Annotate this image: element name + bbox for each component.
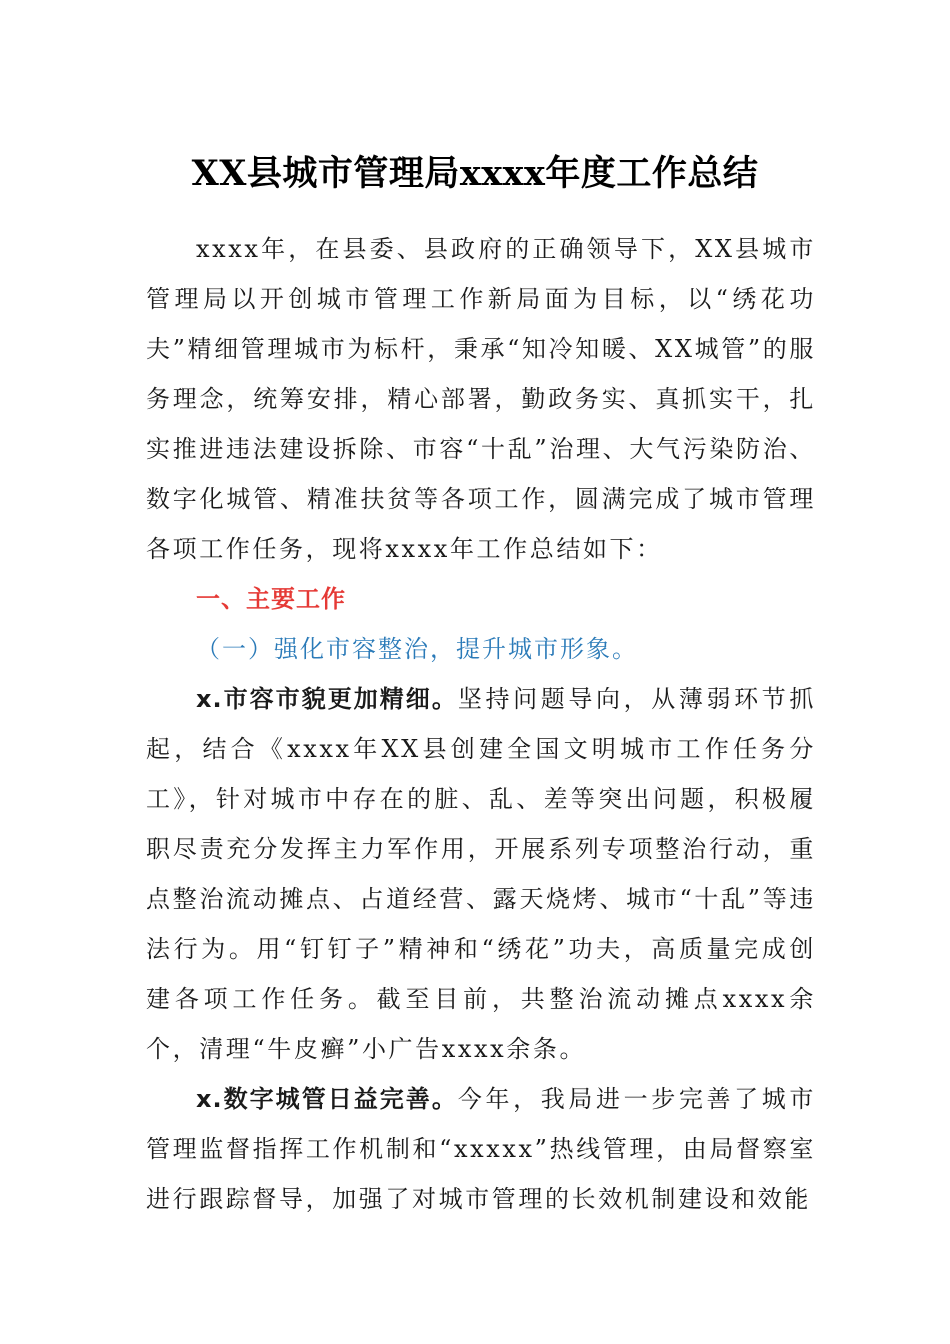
- item-paragraph-2: [146, 1074, 816, 1224]
- item-1-text: 坚持问题导向，从薄弱环节抓起，结合《xxxx年XX县创建全国文明城市工作任务分工》，针对城市中存在的脏、乱、差等突出问题，积极履职尽责充分发挥主力军作用，开展系列专项整治行动，重点整治流动摊点、占道经营、露天烧烤、城市“十乱”等违法行为。用“钉钉子”精神和“绣花”功夫，高质量完成创建各项工作任务。截至目前，共整治流动摊点xxxx余个，清理“牛皮癣”小广告xxxx余条。: [146, 685, 816, 1063]
- intro-paragraph: xxxx年，在县委、县政府的正确领导下，XX县城市管理局以开创城市管理工作新局面为目标，以“绣花功夫”精细管理城市为标杆，秉承“知冷知暖、XX城管”的服务理念，统筹安排，精心部署，勤政务实、真抓实干，扎实推进违法建设拆除、市容“十乱”治理、大气污染防治、数字化城管、精准扶贫等各项工作，圆满完成了城市管理各项工作任务，现将xxxx年工作总结如下：: [146, 235, 816, 563]
- document-body: [146, 224, 816, 1224]
- subsection-heading: （一）强化市容整治，提升城市形象。: [196, 635, 638, 663]
- item-2-lead: x.数字城管日益完善。: [196, 1085, 458, 1113]
- item-paragraph-1: [146, 674, 816, 1074]
- document-title: XX县城市管理局xxxx年度工作总结: [191, 153, 759, 194]
- item-1-lead: x.市容市貌更加精细。: [196, 685, 458, 713]
- item-2-text: 今年，我局进一步完善了城市管理监督指挥工作机制和“xxxxx”热线管理，由局督察室进行跟踪督导，加强了对城市管理的长效机制建设和效能: [146, 1085, 816, 1213]
- section-heading: 一、主要工作: [196, 585, 346, 613]
